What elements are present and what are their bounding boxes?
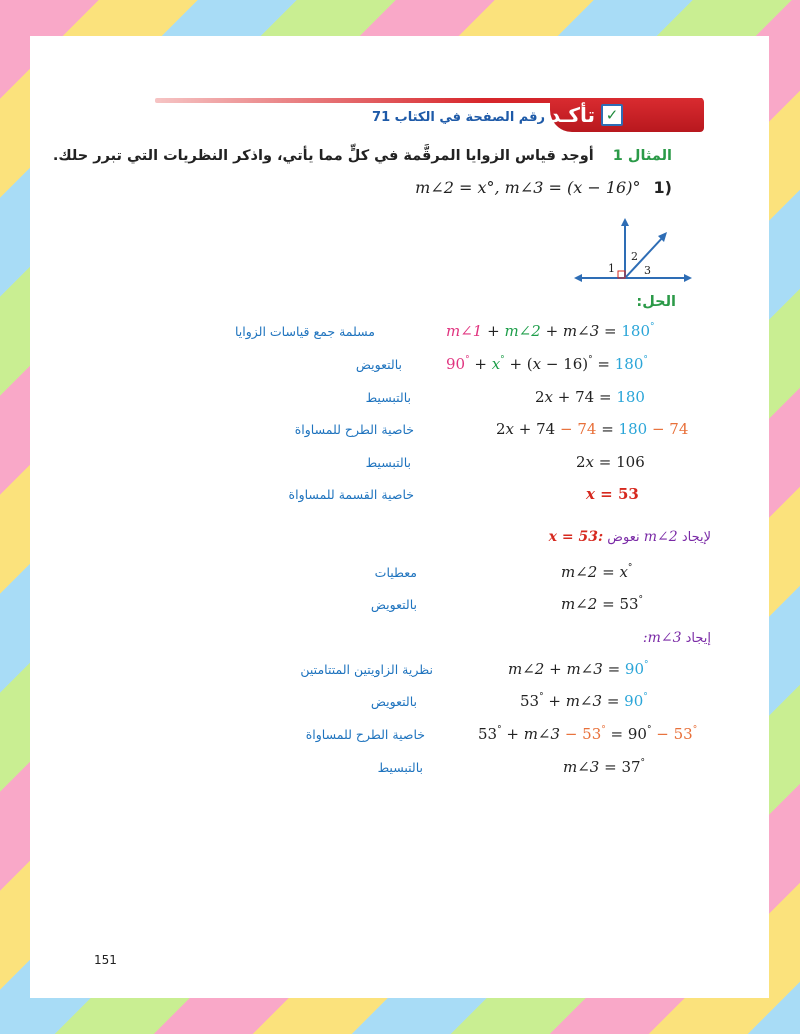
find-heading (643, 630, 711, 646)
heading-prefix: لإيجاد (681, 530, 711, 545)
step-equation: m∠2 = 53° (561, 595, 644, 613)
angle-3-label: 3 (644, 264, 651, 277)
step-reason: بالتعويض (370, 694, 417, 709)
step-row (30, 355, 769, 379)
page (30, 36, 769, 998)
step-reason: نظرية الزاويتين المتتامتين (300, 662, 433, 677)
step-row (30, 660, 769, 684)
example-instruction: أوجد قياس الزوايا المرقَّمة في كلٍّ مما يأتي، واذكر النظريات التي تبرر حلك. (52, 148, 594, 164)
left-arrow-icon (574, 274, 582, 282)
right-angle-mark (618, 271, 625, 278)
step-reason: مسلمة جمع قياسات الزوايا (234, 324, 375, 339)
example-label: المثال 1 (612, 148, 672, 164)
step-equation: 53° + m∠3 − 53° = 90° − 53° (478, 725, 698, 743)
step-reason: بالتعويض (355, 357, 402, 372)
step-row (30, 692, 769, 716)
step-equation: x = 53 (586, 485, 639, 503)
angle-diagram (570, 212, 695, 287)
up-arrow-icon (621, 218, 629, 226)
step-row (30, 453, 769, 477)
step-equation: m∠2 = x° (561, 563, 633, 581)
step-reason: خاصية الطرح للمساواة (294, 422, 414, 437)
heading-angle: m∠2 (643, 529, 678, 545)
problem-statement: m∠2 = x°, m∠3 = (x − 16)° (415, 178, 641, 197)
example-instruction-row (53, 148, 672, 164)
step-reason: خاصية الطرح للمساواة (305, 727, 425, 742)
step-reason: بالتبسيط (377, 760, 423, 775)
step-row (30, 388, 769, 412)
step-equation: 90° + x° + (x − 16)° = 180° (446, 355, 648, 373)
page-number: 151 (94, 953, 117, 967)
problem-number: 1) (653, 178, 672, 197)
step-row (30, 563, 769, 587)
step-equation: m∠3 = 37° (563, 758, 646, 776)
step-equation: m∠2 + m∠3 = 90° (508, 660, 649, 678)
angle-2-label: 2 (631, 250, 638, 263)
solution-label: الحل: (636, 294, 676, 310)
checkmark-icon: ✓ (601, 104, 623, 126)
step-row (30, 485, 769, 509)
step-equation: 2x = 106 (576, 453, 645, 471)
step-reason: معطيات (374, 565, 417, 580)
step-reason: بالتبسيط (365, 390, 411, 405)
step-reason: بالتعويض (370, 597, 417, 612)
right-arrow-icon (684, 274, 692, 282)
heading-value: x = 53: (548, 529, 604, 545)
step-reason: بالتبسيط (365, 455, 411, 470)
heading-prefix: إيجاد (685, 631, 711, 646)
step-reason: خاصية القسمة للمساواة (288, 487, 414, 502)
step-row (30, 595, 769, 619)
confirm-tab (550, 98, 704, 132)
step-equation: 53° + m∠3 = 90° (520, 692, 648, 710)
step-row (30, 758, 769, 782)
book-page-reference: رقم الصفحة في الكتاب 71 (372, 110, 545, 125)
step-row (30, 725, 769, 749)
step-row (30, 322, 769, 346)
section-title: تأكـد (550, 103, 596, 127)
substitute-heading (549, 529, 711, 545)
step-equation: 2x + 74 − 74 = 180 − 74 (496, 420, 689, 438)
problem-statement-row (415, 178, 672, 197)
heading-middle: نعوض (607, 530, 640, 545)
step-row (30, 420, 769, 444)
heading-angle: m∠3: (642, 630, 682, 646)
step-equation: m∠1 + m∠2 + m∠3 = 180° (446, 322, 655, 340)
step-equation: 2x + 74 = 180 (535, 388, 645, 406)
angle-1-label: 1 (608, 262, 615, 275)
